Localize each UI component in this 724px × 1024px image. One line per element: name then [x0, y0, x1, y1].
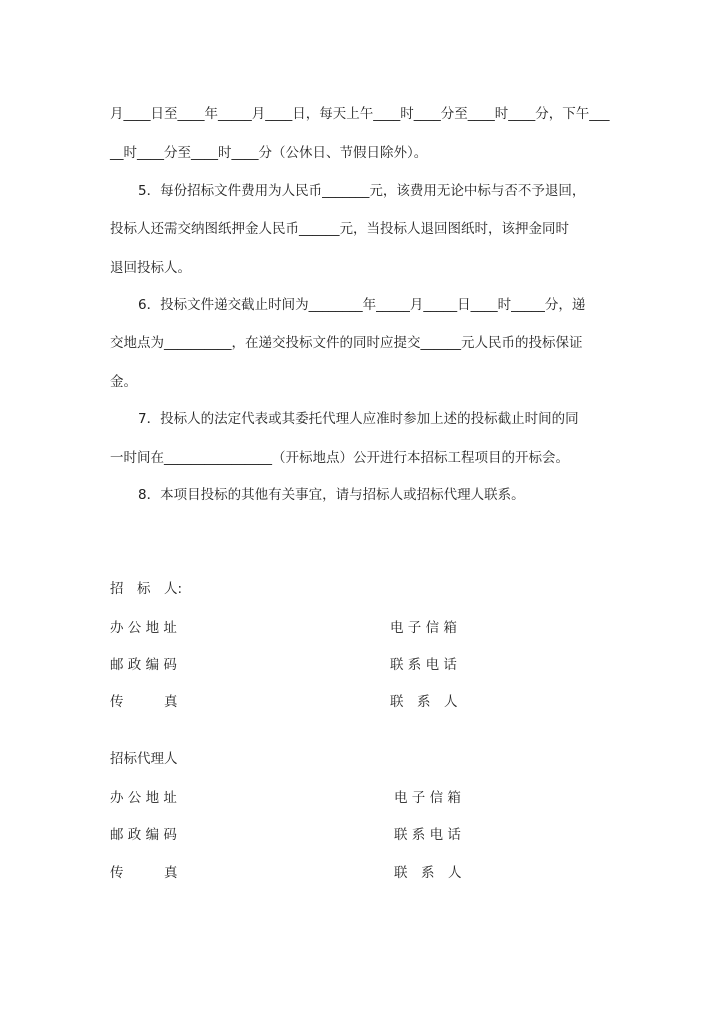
agent-heading: 招标代理人 — [110, 751, 178, 767]
item-7-line: 一时间在________________（开标地点）公开进行本招标工程项目的开标会。 — [110, 450, 569, 466]
item-5-line: 投标人还需交纳图纸押金人民币______元，当投标人退回图纸时，该押金同时 — [110, 221, 569, 237]
agent-email-label: 电 子 信 箱 — [394, 790, 461, 806]
paragraph-line: __时____分至____时____分（公休日、节假日除外）。 — [110, 145, 428, 161]
tenderer-phone-label: 联 系 电 话 — [390, 657, 457, 673]
item-5-line: 退回投标人。 — [110, 260, 191, 276]
tenderer-fax-label: 传 真 — [110, 694, 178, 710]
agent-postcode-label: 邮 政 编 码 — [110, 827, 177, 843]
agent-address-label: 办 公 地 址 — [110, 790, 177, 806]
item-5-line: 5．每份招标文件费用为人民币_______元，该费用无论中标与否不予退回， — [138, 183, 586, 199]
item-7-line: 7．投标人的法定代表或其委托代理人应准时参加上述的投标截止时间的同 — [138, 411, 579, 427]
item-6-line: 金。 — [110, 374, 137, 390]
item-6-line: 6．投标文件递交截止时间为________年_____月_____日____时_____分，递 — [138, 297, 586, 313]
agent-contact-label: 联 系 人 — [394, 865, 462, 881]
item-6-line: 交地点为__________，在递交投标文件的同时应提交______元人民币的投标保证 — [110, 335, 583, 351]
paragraph-line: 月____日至____年_____月____日，每天上午____时____分至____时____分，下午___ — [110, 106, 610, 122]
tenderer-email-label: 电 子 信 箱 — [390, 620, 457, 636]
item-8-line: 8．本项目投标的其他有关事宜，请与招标人或招标代理人联系。 — [138, 487, 525, 503]
tenderer-address-label: 办 公 地 址 — [110, 620, 177, 636]
tenderer-postcode-label: 邮 政 编 码 — [110, 657, 177, 673]
tenderer-contact-label: 联 系 人 — [390, 694, 458, 710]
agent-phone-label: 联 系 电 话 — [394, 827, 461, 843]
agent-fax-label: 传 真 — [110, 865, 178, 881]
tenderer-heading: 招 标 人: — [110, 581, 183, 597]
